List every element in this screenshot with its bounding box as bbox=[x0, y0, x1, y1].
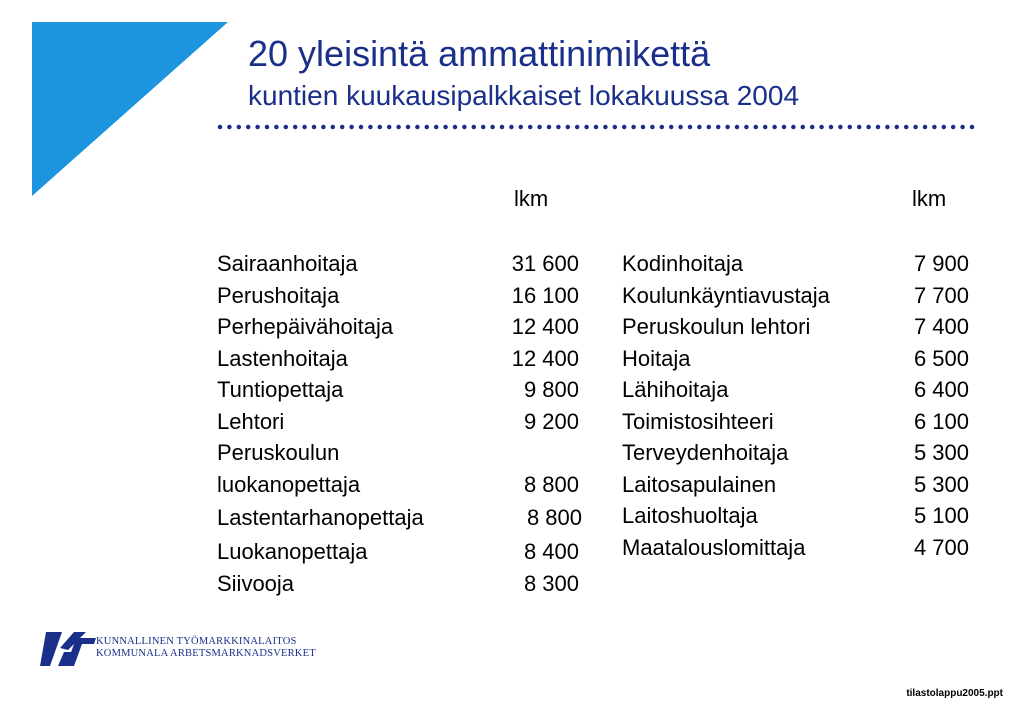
occupation-name: Peruskoulun lehtori bbox=[622, 314, 811, 339]
table-row bbox=[622, 437, 969, 469]
occupation-count: 12 400 bbox=[511, 314, 579, 339]
table-row bbox=[217, 500, 582, 536]
occupation-name: Hoitaja bbox=[622, 345, 691, 371]
table-row bbox=[622, 532, 969, 564]
occupation-count: 5 300 bbox=[913, 471, 969, 497]
occupation-name: Peruskoulun luokanopettaja bbox=[217, 440, 361, 497]
occupation-name: Terveydenhoitaja bbox=[622, 440, 789, 465]
organization-logo-icon bbox=[40, 630, 98, 668]
table-row bbox=[217, 568, 579, 600]
table-row bbox=[622, 469, 969, 501]
occupation-name: Lähihoitaja bbox=[622, 377, 729, 402]
right-count-header: lkm bbox=[912, 186, 947, 211]
organization-name-sv: KOMMUNALA ARBETSMARKNADSVERKET bbox=[96, 648, 316, 659]
occupation-count: 8 300 bbox=[523, 570, 579, 596]
occupation-name: Tuntiopettaja bbox=[217, 377, 344, 402]
table-row bbox=[217, 311, 579, 343]
occupation-count: 31 600 bbox=[511, 251, 579, 276]
table-row bbox=[217, 437, 579, 500]
occupation-name: Lastenhoitaja bbox=[217, 345, 348, 371]
occupation-name: Laitosapulainen bbox=[622, 471, 777, 497]
slide-subtitle: kuntien kuukausipalkkaiset lokakuussa 2004 bbox=[248, 80, 800, 111]
left-occupation-list bbox=[217, 248, 582, 599]
occupation-name: Perushoitaja bbox=[217, 282, 340, 308]
table-row bbox=[622, 406, 969, 438]
occupation-count: 8 800 bbox=[523, 471, 579, 497]
corner-decoration bbox=[0, 0, 230, 200]
occupation-count: 4 700 bbox=[913, 534, 969, 560]
occupation-count: 5 100 bbox=[913, 503, 969, 528]
occupation-name: Sairaanhoitaja bbox=[217, 251, 358, 276]
occupation-count: 9 800 bbox=[523, 377, 579, 402]
table-row bbox=[217, 343, 579, 375]
occupation-count: 7 900 bbox=[913, 251, 969, 276]
occupation-name: Lehtori bbox=[217, 408, 285, 434]
occupation-count: 8 800 bbox=[526, 505, 582, 530]
occupation-name: Siivooja bbox=[217, 570, 295, 596]
table-row bbox=[622, 248, 969, 280]
slide-title: 20 yleisintä ammattinimikettä bbox=[248, 33, 711, 74]
occupation-name: Koulunkäyntiavustaja bbox=[622, 282, 830, 308]
organization-name bbox=[96, 636, 316, 660]
table-row bbox=[622, 280, 969, 312]
right-occupation-list bbox=[622, 248, 969, 563]
table-row bbox=[622, 343, 969, 375]
occupation-name: Toimistosihteeri bbox=[622, 408, 774, 434]
occupation-count: 16 100 bbox=[511, 282, 579, 308]
occupation-count: 7 400 bbox=[913, 314, 969, 339]
occupation-name: Lastentarhanopettaja bbox=[217, 505, 424, 530]
dotted-divider bbox=[216, 121, 976, 133]
occupation-count: 5 300 bbox=[913, 440, 969, 465]
occupation-count: 6 400 bbox=[913, 377, 969, 402]
occupation-count: 6 500 bbox=[913, 345, 969, 371]
table-row bbox=[217, 248, 579, 280]
occupation-count: 6 100 bbox=[913, 408, 969, 434]
occupation-name: Kodinhoitaja bbox=[622, 251, 744, 276]
table-row bbox=[622, 311, 969, 343]
occupation-count: 12 400 bbox=[511, 345, 579, 371]
occupation-name: Perhepäivähoitaja bbox=[217, 314, 394, 339]
occupation-name: Luokanopettaja bbox=[217, 539, 368, 564]
footer-filename: tilastolappu2005.ppt bbox=[906, 688, 1003, 699]
table-row bbox=[217, 280, 579, 312]
occupation-count: 7 700 bbox=[913, 282, 969, 308]
occupation-count: 9 200 bbox=[523, 408, 579, 434]
table-row bbox=[622, 374, 969, 406]
table-row bbox=[217, 406, 579, 438]
left-count-header: lkm bbox=[514, 186, 549, 211]
occupation-count: 8 400 bbox=[523, 539, 579, 564]
table-row bbox=[622, 500, 969, 532]
table-row bbox=[217, 374, 579, 406]
table-row bbox=[217, 536, 579, 568]
occupation-name: Laitoshuoltaja bbox=[622, 503, 758, 528]
organization-name-fi: KUNNALLINEN TYÖMARKKINALAITOS bbox=[96, 636, 297, 647]
occupation-name: Maatalouslomittaja bbox=[622, 534, 806, 560]
